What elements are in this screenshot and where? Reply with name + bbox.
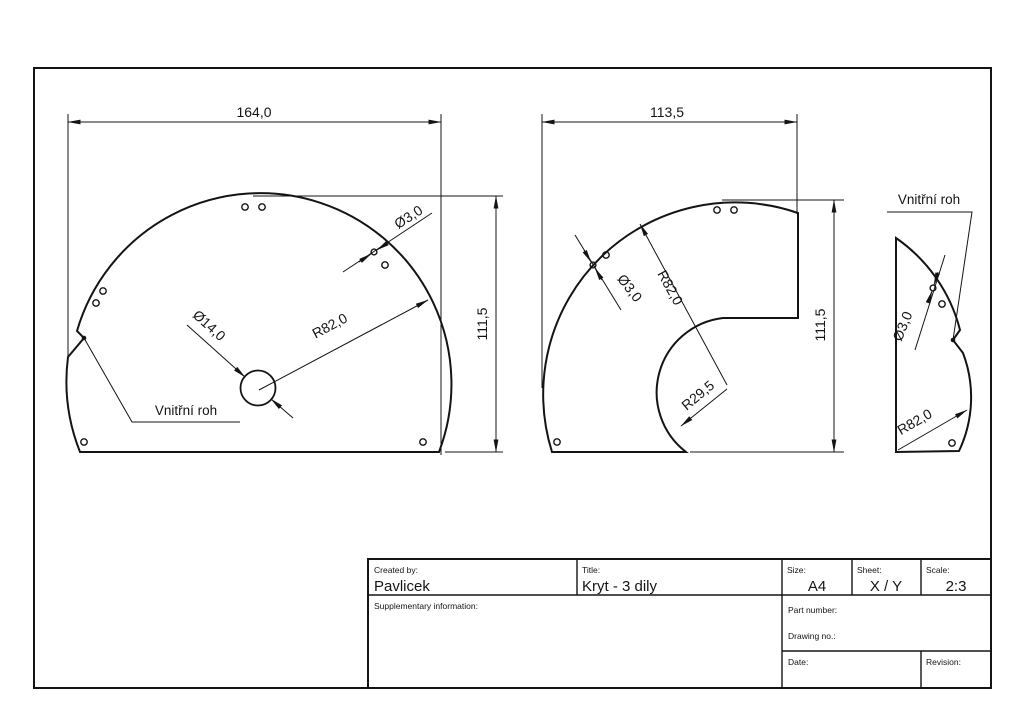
middle-small-holes <box>554 207 737 445</box>
middle-r295-text: R29,5 <box>678 377 718 414</box>
middle-view-outline <box>543 202 798 452</box>
side-d3-text: Ø3,0 <box>889 309 916 344</box>
side-corner-note-text: Vnitřní roh <box>897 192 961 207</box>
front-height-dim-text: 111,5 <box>474 307 490 341</box>
front-small-holes <box>81 201 426 445</box>
front-r82-text: R82,0 <box>309 309 350 342</box>
front-view <box>66 114 503 455</box>
front-width-dim <box>68 114 441 455</box>
drawing-no-label: Drawing no.: <box>788 631 836 641</box>
scale-label: Scale: <box>926 565 950 575</box>
front-d3-text: Ø3,0 <box>391 201 426 232</box>
front-center-hole <box>241 371 276 406</box>
front-corner-note-text: Vnitřní roh <box>154 403 218 418</box>
title-label: Title: <box>582 565 601 575</box>
sheet-label: Sheet: <box>857 565 882 575</box>
middle-width-dim-text: 113,5 <box>650 104 684 120</box>
side-small-holes <box>930 285 955 446</box>
created-by-value: Pavlicek <box>374 578 430 595</box>
middle-r82-leader <box>640 224 727 385</box>
created-by-label: Created by: <box>374 565 418 575</box>
title-value: Kryt - 3 dily <box>582 578 658 595</box>
scale-value: 2:3 <box>945 578 967 595</box>
revision-label: Revision: <box>926 657 961 667</box>
size-label: Size: <box>787 565 806 575</box>
middle-d3-text: Ø3,0 <box>614 271 646 305</box>
front-width-dim-text: 164,0 <box>236 104 272 120</box>
front-view-outline <box>66 193 451 452</box>
middle-r82-text: R82,0 <box>654 267 687 308</box>
side-r82-text: R82,0 <box>894 405 935 438</box>
size-value: A4 <box>807 578 827 595</box>
front-d14-text: Ø14,0 <box>189 306 229 344</box>
part-number-label: Part number: <box>788 605 838 615</box>
supplementary-label: Supplementary information: <box>374 601 478 611</box>
middle-height-dim-text: 111,5 <box>812 308 828 342</box>
date-label: Date: <box>788 657 809 667</box>
sheet-value: X / Y <box>869 578 903 595</box>
middle-width-dim <box>542 114 797 388</box>
